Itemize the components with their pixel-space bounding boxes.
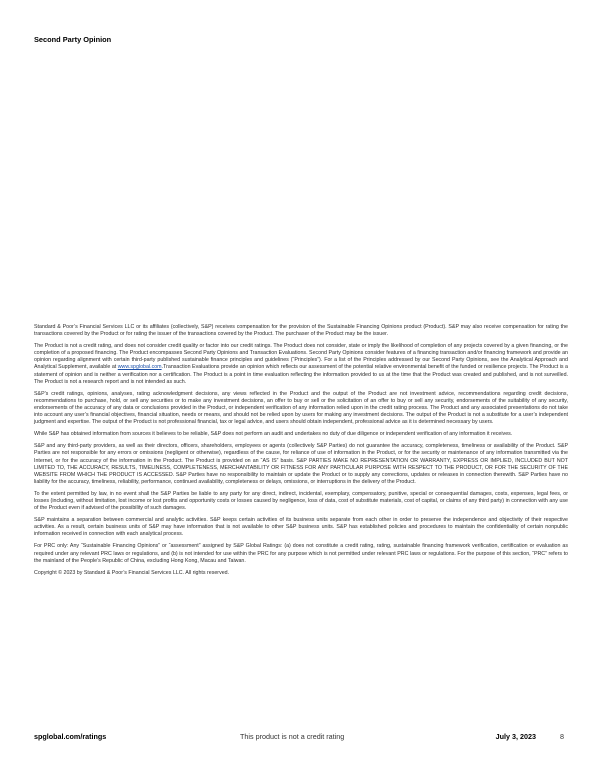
disclaimer-paragraph-not-investment-advice: S&P’s credit ratings, opinions, analyses, rating acknowledgment decisions, any views reflected in the Product and the output of the Product are not investment advice, recommendations regarding credit decisions, recommendations to purchase, hold, or sell any securities or to make any investment decisions, an offer to buy or sell or the solicitation of an offer to buy or sell any security, endorsements of the suitability of any security, endorsements of the accuracy of any data or conclusions provided in the Product, or independent verification of any information relied upon in the credit rating process. The Product and any associated presentations do not take into account any user’s financial objectives, financial situation, needs or means, and should not be relied upon by users for making any investment decisions. The output of the Product is not a substitute for a user’s independent judgment and expertise. The output of the Product is not professional financial, tax or legal advice, and users should obtain independent, professional advice as it is determined necessary by users. [34, 390, 568, 426]
disclaimer-paragraph-prc: For PRC only: Any “Sustainable Financing Opinions” or “assessment” assigned by S&P Global Ratings: (a) does not constitute a credit rating, rating, sustainable financing framework verification, certification or evaluation as required under any relevant PRC laws or regulations, and (b) is not intended for use within the PRC for any purpose which is not permitted under relevant PRC laws or regulations. For the purpose of this section, “PRC” refers to the mainland of the People’s Republic of China, excluding Hong Kong, Macau and Taiwan. [34, 543, 568, 564]
footer-date: July 3, 2023 [495, 732, 536, 741]
disclaimer-paragraph-warranty: S&P and any third-party providers, as well as their directors, officers, shareholders, employees or agents (collectively S&P Parties) do not guarantee the accuracy, completeness, timeliness or availability of the Product. S&P Parties are not responsible for any errors or omissions (negligent or otherwise), regardless of the cause, for reliance of use of information in the Product, or for the security or maintenance of any information transmitted via the Internet, or for the accuracy of the information in the Product. The Product is provided on an “AS IS” basis. S&P PARTIES MAKE NO REPRESENTATION OR WARRANTY, EXPRESS OR IMPLIED, INCLUDED BUT NOT LIMITED TO, THE ACCURACY, RESULTS, TIMELINESS, COMPLETENESS, MERCHANTABILITY OR FITNESS FOR ANY PARTICULAR PURPOSE WITH RESPECT TO THE PRODUCT, OR FOR THE SECURITY OF THE WEBSITE FROM WHICH THE PRODUCT IS ACCESSED. S&P Parties have no responsibility to maintain or update the Product or to supply any corrections, updates or releases in connection therewith. S&P Parties have no liability for the accuracy, timeliness, reliability, performance, continued availability, completeness or delays, omissions, or interruptions in the delivery of the Product. [34, 443, 568, 485]
copyright-notice: Copyright © 2023 by Standard & Poor’s Financial Services LLC. All rights reserved. [34, 569, 230, 576]
disclaimer-paragraph-separation: S&P maintains a separation between commercial and analytic activities. S&P keeps certain activities of its business units separate from each other in order to preserve the independence and objectivity of their respective activities. As a result, certain business units of S&P may have information that is not available to other S&P business units. S&P has established policies and procedures to maintain the confidentiality of certain nonpublic information received in connection with each analytical process. [34, 517, 568, 538]
spglobal-link[interactable]: www.spglobal.com [117, 364, 162, 371]
footer-note: This product is not a credit rating [240, 732, 345, 741]
page-number: 8 [560, 732, 564, 741]
document-header-title: Second Party Opinion [34, 35, 112, 44]
disclaimer-text: .Transaction Evaluations provide an opinion which reflects our assessment of the potential relative environmental benefit of the funded or resilience projects. The Product is a statement of opinion and is neither a verification nor a certification. The Product is a point in time evaluation reflecting the information provided to us at the time that the Product was created and published, and is not surveilled. The Product is not a research report and is not intended as such. [34, 364, 568, 385]
disclaimer-paragraph-sources: While S&P has obtained information from sources it believes to be reliable, S&P does not perform an audit and undertakes no duty of due diligence or independent verification of any information it receives. [34, 431, 513, 438]
disclaimer-section [34, 324, 568, 582]
disclaimer-text: The Product is not a credit rating, and does not consider credit quality or factor into our credit ratings. The Product does not consider, state or imply the likelihood of completion of any projects covered by a given financing, or the completion of a proposed financing. The Product encompasses Second Party Opinions and Transaction Evaluations. Second Party Opinions consider features of a financing transaction and/or financing framework and provide an opinion regarding alignment with certain third-party published sustainable finance principles and guidelines (“Principles”). For a list of the Principles addressed by our Second Party Opinions, see the Analytical Approach and Analytical Supplement, available at [34, 343, 568, 371]
disclaimer-paragraph-liability: To the extent permitted by law, in no event shall the S&P Parties be liable to any party for any direct, indirect, incidental, exemplary, compensatory, punitive, special or consequential damages, costs, expenses, legal fees, or losses (including, without limitation, lost income or lost profits and opportunity costs or losses caused by negligence, loss of data, cost of substitute materials, cost of capital, or claims of any third party) in connection with any use of the Product even if advised of the possibility of such damages. [34, 490, 568, 512]
footer-url[interactable]: spglobal.com/ratings [34, 732, 107, 741]
page-footer [34, 732, 564, 744]
disclaimer-paragraph-compensation: Standard & Poor’s Financial Services LLC or its affiliates (collectively, S&P) receives compensation for the provision of the Sustainable Financing Opinions product (Product). S&P may also receive compensation for rating the transactions covered by the Product or for rating the issuer of the transactions covered by the Product. The purchaser of the Product may be the issuer. [34, 324, 568, 338]
disclaimer-paragraph-not-credit-rating [34, 343, 568, 386]
